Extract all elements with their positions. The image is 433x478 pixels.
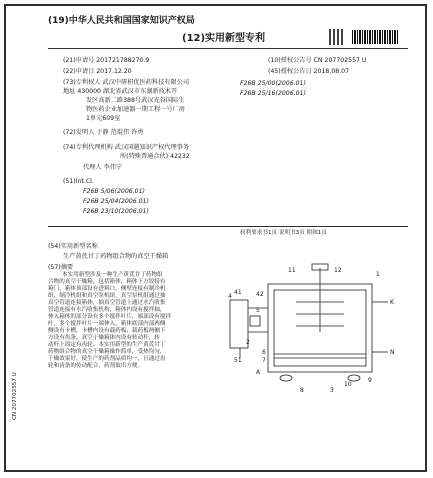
document-type-title: (12)实用新型专利 xyxy=(182,33,266,44)
figure-label: 4 xyxy=(228,293,232,300)
abstract-line: 真空管道连接箱体，抽真空管道上通过水汽收集 xyxy=(48,300,166,306)
publication-number: (10)授权公告号 CN 207702557 U xyxy=(268,57,367,64)
int-cl-1: F26B 5/06(2006.01) xyxy=(83,188,145,195)
abstract-line: 箱门，箱体顶部设有进料口，侧壁连接有制冷机 xyxy=(48,286,166,292)
figure-label: 11 xyxy=(288,267,296,274)
figure-label: 8 xyxy=(300,387,304,394)
figure-label: 12 xyxy=(334,267,342,274)
title-label: (54)实用新型名称 xyxy=(48,243,98,250)
figure-label: 5 xyxy=(256,307,260,314)
abstract-line: 叶，多个搅拌叶片一端伸入，箱体底部内部两侧 xyxy=(48,321,166,327)
application-number: (21)申请号 201721788270.9 xyxy=(63,57,150,64)
figure-label: 1 xyxy=(376,271,380,278)
agency-line-2: 所(特殊普通合伙) 42232 xyxy=(120,153,190,160)
int-cl-3: F26B 23/10(2006.01) xyxy=(83,208,149,215)
patentee-line-3: 发区高新二路388号武汉光谷国际生 xyxy=(86,97,185,104)
int-cl-label: (51)Int.Cl. xyxy=(63,178,94,185)
patent-office-title: (19)中华人民共和国国家知识产权局 xyxy=(48,16,195,26)
figure-label: 7 xyxy=(262,357,266,364)
side-publication-number: CN 207702557 U xyxy=(12,372,18,420)
abstract-line: 动杆上固定有齿轮。本实用新型的生产黄芪甘丁 xyxy=(48,342,166,348)
abstract-line: 合物的真空干燥箱，包括箱体，箱体下方铰接有 xyxy=(48,279,166,285)
figure-label: 3 xyxy=(330,387,334,394)
figure-label: 9 xyxy=(368,377,372,384)
figure-label: 6 xyxy=(262,349,266,356)
abstract-line: 侧设有卡槽，卡槽内设有载药板，载药板两侧下 xyxy=(48,328,166,334)
abstract-drawing xyxy=(226,262,416,402)
patentee-line-2: 地址 430000 湖北省武汉市东湖新技术开 xyxy=(63,88,178,95)
figure-label: N xyxy=(390,349,395,356)
abstract-line: 伸入箱体的部分设有多个搅拌叶片，端部设有搅拌 xyxy=(48,314,172,320)
patentee-line-1: (73)专利权人 武汉中研积优医药科技有限公司 xyxy=(63,79,190,86)
publication-date: (45)授权公告日 2018.08.07 xyxy=(268,68,350,75)
abstract-label: (57)摘要 xyxy=(48,264,74,271)
patentee-line-4: 物医药企业加速器一期工程一号厂房 xyxy=(86,106,185,113)
figure-label: 42 xyxy=(256,291,264,298)
agent: 代理人 李伟宁 xyxy=(83,164,123,171)
inventors: (72)发明人 于静 范琨伟 许勇 xyxy=(63,129,144,136)
figure-label: K xyxy=(390,299,394,306)
abstract-line: 药物组合物的真空干燥箱操作简单，受热均匀， xyxy=(48,349,166,355)
abstract-line: 组，制冷机组和真空泵机组，真空泵机组通过抽 xyxy=(48,293,166,299)
abstract-line: 本实用新型涉及一种生产黄芪甘丁药物组 xyxy=(62,272,163,278)
int-cl-2: F26B 25/04(2006.01) xyxy=(83,198,149,205)
abstract-line: 干燥效果好，使生产的药剂品质均一，且通过齿 xyxy=(48,356,166,362)
header-rule xyxy=(48,48,408,49)
figure-label: 41 xyxy=(234,289,242,296)
page-counts: 权利要求书1页 说明书3页 附图1页 xyxy=(240,230,327,236)
application-date: (22)申请日 2017.12.20 xyxy=(63,68,132,75)
biblio-rule xyxy=(48,226,408,227)
right-cl-1: F26B 25/00(2006.01) xyxy=(240,80,306,87)
abstract-line: 轮和齿条的传动配合，药剂取出方便。 xyxy=(48,363,144,369)
utility-model-title: 生产黄芪甘丁药物组合物的真空干燥箱 xyxy=(63,253,169,260)
abstract-line: 管道连接有水汽收集机构；箱体内设有搅拌轴， xyxy=(48,307,166,313)
agency-line-1: (74)专利代理机构 武汉国越知识产权代理事务 xyxy=(63,144,190,151)
patentee-line-5: 1单元609室 xyxy=(86,115,121,122)
right-cl-2: F26B 25/16(2006.01) xyxy=(240,90,306,97)
figure-label: 2 xyxy=(246,339,250,346)
figure-label: 10 xyxy=(344,381,352,388)
figure-label: A xyxy=(256,369,261,376)
figure-label: 51 xyxy=(234,357,242,364)
abstract-text xyxy=(48,272,230,370)
barcode xyxy=(352,30,398,44)
abstract-line: 方设有齿条，真空干燥箱体内设有转动杆，转 xyxy=(48,335,160,341)
qr-code xyxy=(329,29,345,45)
